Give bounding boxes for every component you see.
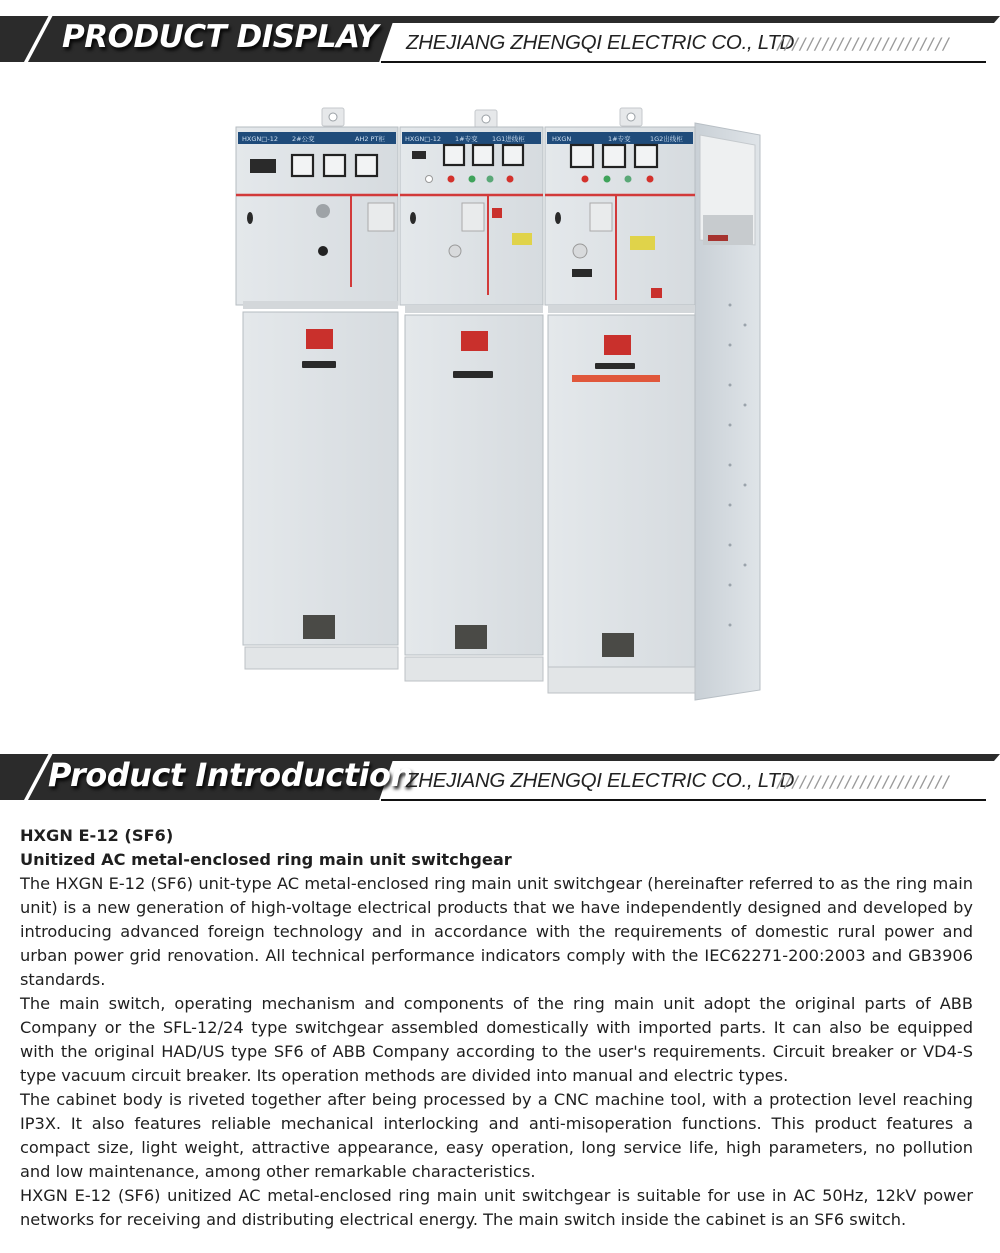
product-model: HXGN E-12 (SF6) xyxy=(20,826,174,845)
svg-text:1#专变: 1#专变 xyxy=(608,135,631,143)
product-subtitle: Unitized AC metal-enclosed ring main unit switchgear xyxy=(20,850,512,869)
banner-underline xyxy=(381,799,986,801)
stripe-decoration: /////////////////////// xyxy=(776,772,950,791)
svg-text:1#专变: 1#专变 xyxy=(455,135,478,143)
section-title: Product Introduction xyxy=(48,756,413,794)
svg-text:1G2出线柜: 1G2出线柜 xyxy=(650,135,683,143)
banner-underline xyxy=(381,61,986,63)
product-introduction xyxy=(20,824,973,1232)
intro-paragraph: The main switch, operating mechanism and components of the ring main unit adopt the original parts of ABB Company or the SFL-12/24 type switchgear assembled domestically with imported parts. It can also be equipped with the original HAD/US type SF6 of ABB Company according to the user's requirements. Circuit breaker or VD4-S type vacuum circuit breaker. Its operation methods are divided into manual and electric types. xyxy=(20,994,973,1085)
svg-text:2#公变: 2#公变 xyxy=(292,135,315,143)
section-banner-product-display xyxy=(0,16,1000,66)
svg-text:HXGN□-12: HXGN□-12 xyxy=(242,135,278,143)
intro-paragraph: The cabinet body is riveted together after being processed by a CNC machine tool, with a protection level reaching IP3X. It also features reliable mechanical interlocking and anti-misoperation functions. This product features a compact size, light weight, attractive appearance, easy operation, long service life, high parameters, no pollution and low maintenance, among other remarkable characteristics. xyxy=(20,1090,973,1181)
intro-paragraph: The HXGN E-12 (SF6) unit-type AC metal-enclosed ring main unit switchgear (hereinafter referred to as the ring main unit) is a new generation of high-voltage electrical products that we have independently designed and developed by introducing advanced foreign technology and in accordance with the requirements of domestic rural power and urban power grid renovation. All technical performance indicators comply with the IEC62271-200:2003 and GB3906 standards. xyxy=(20,874,973,989)
svg-text:HXGN□-12: HXGN□-12 xyxy=(405,135,441,143)
company-name: ZHEJIANG ZHENGQI ELECTRIC CO., LTD xyxy=(406,769,795,792)
company-name: ZHEJIANG ZHENGQI ELECTRIC CO., LTD xyxy=(406,31,795,54)
svg-text:AH2 PT柜: AH2 PT柜 xyxy=(355,135,385,143)
product-image xyxy=(230,105,770,705)
section-title: PRODUCT DISPLAY xyxy=(62,19,378,55)
stripe-decoration: /////////////////////// xyxy=(776,34,950,53)
svg-text:HXGN: HXGN xyxy=(552,135,572,143)
section-banner-product-introduction xyxy=(0,754,1000,804)
intro-paragraph: HXGN E-12 (SF6) unitized AC metal-enclosed ring main unit switchgear is suitable for use in AC 50Hz, 12kV power networks for receiving and distributing electrical energy. The main switch inside the cabinet is an SF6 switch. xyxy=(20,1186,973,1229)
svg-text:1G1进线柜: 1G1进线柜 xyxy=(492,135,525,143)
